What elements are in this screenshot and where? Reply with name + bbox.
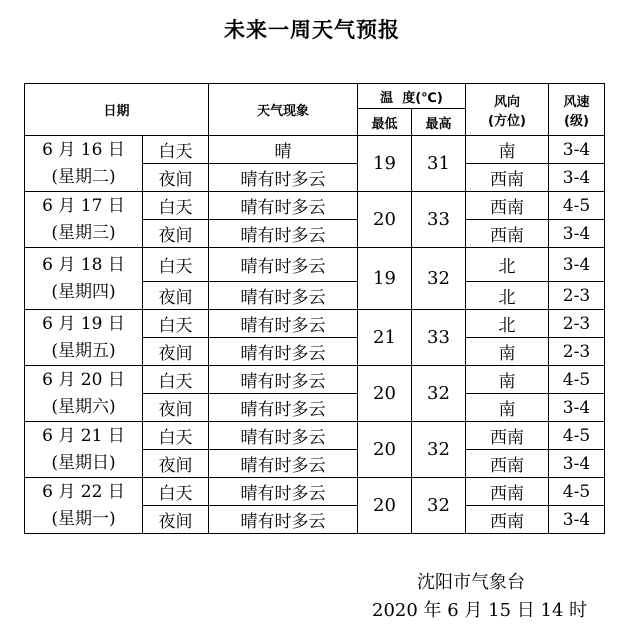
period-night: 夜间 xyxy=(143,394,209,422)
header-wind-direction xyxy=(466,84,549,136)
weekday-label: (星期一) xyxy=(51,508,116,529)
wind-speed-day: 2-3 xyxy=(549,310,605,338)
table-row xyxy=(25,422,605,450)
wind-speed-day: 4-5 xyxy=(549,478,605,506)
date-label: 6 月 19 日 xyxy=(42,313,125,334)
date-cell xyxy=(25,310,143,366)
date-label: 6 月 16 日 xyxy=(42,139,125,160)
temp-min: 20 xyxy=(358,366,412,422)
period-day: 白天 xyxy=(143,478,209,506)
header-wind-direction-label: 风向 xyxy=(493,94,520,110)
weather-day: 晴有时多云 xyxy=(209,422,358,450)
period-night: 夜间 xyxy=(143,282,209,310)
wind-speed-night: 3-4 xyxy=(549,164,605,192)
wind-speed-night: 2-3 xyxy=(549,338,605,366)
header-wind-speed xyxy=(549,84,605,136)
date-cell xyxy=(25,248,143,310)
weather-night: 晴有时多云 xyxy=(209,220,358,248)
date-label: 6 月 22 日 xyxy=(42,481,125,502)
weekday-label: (星期二) xyxy=(51,166,116,187)
date-cell xyxy=(25,136,143,192)
period-day: 白天 xyxy=(143,422,209,450)
date-cell xyxy=(25,478,143,534)
date-label: 6 月 21 日 xyxy=(42,425,125,446)
wind-direction-night: 西南 xyxy=(466,220,549,248)
period-night: 夜间 xyxy=(143,220,209,248)
temp-max: 32 xyxy=(412,478,466,534)
wind-direction-day: 西南 xyxy=(466,478,549,506)
wind-direction-day: 西南 xyxy=(466,192,549,220)
wind-speed-day: 4-5 xyxy=(549,366,605,394)
wind-direction-night: 北 xyxy=(466,282,549,310)
period-night: 夜间 xyxy=(143,164,209,192)
wind-direction-day: 北 xyxy=(466,248,549,282)
wind-direction-day: 南 xyxy=(466,366,549,394)
temp-min: 21 xyxy=(358,310,412,366)
weather-night: 晴有时多云 xyxy=(209,506,358,534)
table-row xyxy=(25,248,605,282)
weather-day: 晴 xyxy=(209,136,358,164)
weekday-label: (星期日) xyxy=(51,452,116,473)
forecast-table xyxy=(24,83,605,534)
footer-issued-time: 2020 年 6 月 15 日 14 时 xyxy=(372,600,588,621)
weather-night: 晴有时多云 xyxy=(209,450,358,478)
page-title: 未来一周天气预报 xyxy=(224,18,400,42)
header-temp-min: 最低 xyxy=(358,109,412,136)
wind-direction-night: 西南 xyxy=(466,450,549,478)
weather-day: 晴有时多云 xyxy=(209,310,358,338)
date-cell xyxy=(25,366,143,422)
temp-max: 33 xyxy=(412,192,466,248)
table-row xyxy=(25,310,605,338)
header-wind-speed-sub: (级) xyxy=(564,113,589,129)
header-date: 日期 xyxy=(25,84,209,136)
weather-night: 晴有时多云 xyxy=(209,338,358,366)
weather-day: 晴有时多云 xyxy=(209,192,358,220)
weather-night: 晴有时多云 xyxy=(209,164,358,192)
header-temperature: 温 度(℃) xyxy=(358,84,466,109)
date-label: 6 月 20 日 xyxy=(42,369,125,390)
table-row xyxy=(25,478,605,506)
table-row xyxy=(25,192,605,220)
wind-speed-night: 2-3 xyxy=(549,282,605,310)
weather-night: 晴有时多云 xyxy=(209,282,358,310)
wind-direction-night: 西南 xyxy=(466,164,549,192)
period-day: 白天 xyxy=(143,310,209,338)
period-day: 白天 xyxy=(143,248,209,282)
forecast-body xyxy=(25,136,605,534)
wind-speed-night: 3-4 xyxy=(549,506,605,534)
footer-organization: 沈阳市气象台 xyxy=(417,572,525,593)
weekday-label: (星期六) xyxy=(51,396,116,417)
period-night: 夜间 xyxy=(143,338,209,366)
temp-max: 33 xyxy=(412,310,466,366)
weather-night: 晴有时多云 xyxy=(209,394,358,422)
wind-speed-day: 4-5 xyxy=(549,192,605,220)
temp-min: 20 xyxy=(358,192,412,248)
wind-speed-night: 3-4 xyxy=(549,450,605,478)
wind-direction-day: 南 xyxy=(466,136,549,164)
temp-min: 20 xyxy=(358,478,412,534)
weather-day: 晴有时多云 xyxy=(209,366,358,394)
temp-min: 19 xyxy=(358,136,412,192)
weather-day: 晴有时多云 xyxy=(209,248,358,282)
period-day: 白天 xyxy=(143,366,209,394)
weekday-label: (星期三) xyxy=(51,222,116,243)
temp-max: 32 xyxy=(412,248,466,310)
wind-speed-night: 3-4 xyxy=(549,394,605,422)
temp-max: 31 xyxy=(412,136,466,192)
period-day: 白天 xyxy=(143,136,209,164)
date-label: 6 月 18 日 xyxy=(42,254,125,275)
temp-min: 20 xyxy=(358,422,412,478)
wind-direction-night: 西南 xyxy=(466,506,549,534)
period-day: 白天 xyxy=(143,192,209,220)
wind-direction-night: 南 xyxy=(466,394,549,422)
header-temp-max: 最高 xyxy=(412,109,466,136)
header-wind-speed-label: 风速 xyxy=(563,94,590,110)
weather-day: 晴有时多云 xyxy=(209,478,358,506)
date-cell xyxy=(25,192,143,248)
table-row xyxy=(25,136,605,164)
temp-max: 32 xyxy=(412,366,466,422)
date-label: 6 月 17 日 xyxy=(42,195,125,216)
wind-speed-day: 4-5 xyxy=(549,422,605,450)
weekday-label: (星期五) xyxy=(51,340,116,361)
date-cell xyxy=(25,422,143,478)
temp-max: 32 xyxy=(412,422,466,478)
wind-direction-night: 南 xyxy=(466,338,549,366)
wind-direction-day: 西南 xyxy=(466,422,549,450)
wind-speed-night: 3-4 xyxy=(549,220,605,248)
header-wind-direction-sub: (方位) xyxy=(488,113,526,129)
table-row xyxy=(25,366,605,394)
wind-direction-day: 北 xyxy=(466,310,549,338)
wind-speed-day: 3-4 xyxy=(549,248,605,282)
header-weather: 天气现象 xyxy=(209,84,358,136)
period-night: 夜间 xyxy=(143,450,209,478)
temp-min: 19 xyxy=(358,248,412,310)
weekday-label: (星期四) xyxy=(51,281,116,302)
wind-speed-day: 3-4 xyxy=(549,136,605,164)
period-night: 夜间 xyxy=(143,506,209,534)
